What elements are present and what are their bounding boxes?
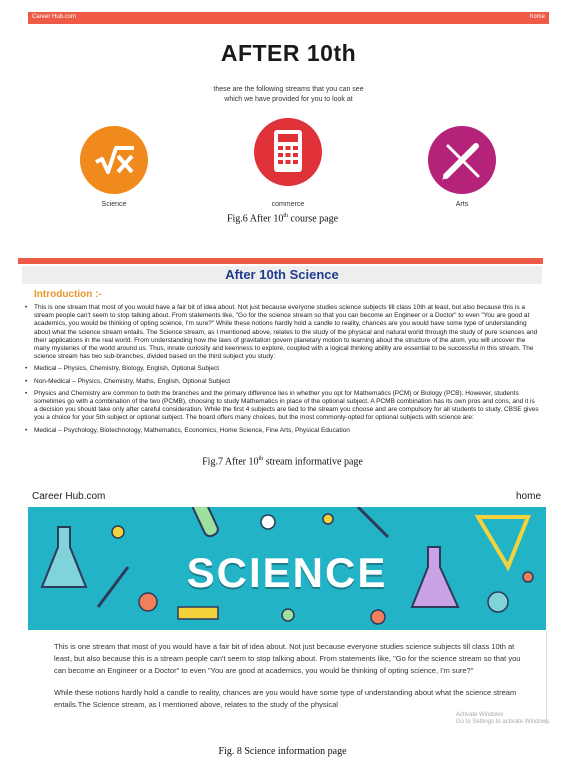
site-brand[interactable]: Career Hub.com — [32, 491, 106, 502]
description-paragraph-1: This is one stream that most of you would have a fair bit of idea about. Not just because everyone studies science subjects till class 10th at least, but also because this is a stream people can't seem to stop talking about. From statements like, "Go for the science stream so that you can become an Engineer or a Doctor" to even "You are good at academics, you would be thinking of opting science, I'm sure?" — [54, 642, 521, 675]
description-paragraph-2: While these notions hardly hold a candle to reality, chances are you would have some type of understanding about what the science stream entails.The Science stream, as I mentioned above, relates to the study of the physical — [54, 688, 517, 709]
arts-label[interactable]: Arts — [455, 201, 469, 208]
page-title: AFTER 10th — [220, 40, 357, 66]
subtitle-line-1: these are the following streams that you can see — [213, 86, 364, 93]
science-banner — [28, 507, 546, 630]
sqrt-x-icon — [80, 126, 148, 194]
science-label[interactable]: Science — [101, 201, 127, 208]
science-description — [54, 641, 524, 721]
list-item: • Physics and Chemistry are common to both the branches and the primary difference lies in whether you opt for Mathematics (PCM) or Biology (PCB). However, students sometimes go with a combination of the two (PCMB), choosing to study Mathematics in place of the optional subject. A PCMB combination has its own pros and cons, and it is a decision you should take only after careful consideration. While the first 4 subjects are tied to the stream you choose and are compulsory for all students to study, CBSE gives you a choice for your 5th subject or optional subject. The board offers many choices, but the most commonly-opted for optional subjects with science are: — [24, 390, 540, 423]
nav-home-link[interactable]: home — [529, 14, 545, 20]
activate-windows-watermark: Activate Windows Go to Settings to activate Windows. — [456, 712, 551, 725]
figure-8-caption: Fig. 8 Science information page — [218, 746, 347, 757]
page-subtitle — [28, 85, 549, 105]
nav-brand[interactable]: Career Hub.com — [32, 14, 77, 20]
list-item: • Medical – Physics, Chemistry, Biology, English, Optional Subject — [24, 365, 540, 373]
banner-title: SCIENCE — [186, 549, 388, 596]
list-item: • This is one stream that most of you would have a fair bit of idea about. Not just because everyone studies science subjects till class 10th at least, but also because this is a stream people can't seem to stop talking about. From statements like, "Go for the science stream so that you can become an Engineer or a Doctor" to even "You are good at academics, you would be thinking of opting science, I'm sure?" While these notions hardly hold a candle to reality, chances are you would have some type of understanding about what the science stream entails. The Science stream, as I mentioned above, relates to the study of the physical and natural world through the study of pure sciences and their applications in the real world. From understanding how the laws of gravitation govern planetary motion to learning about the structure of the atom, you will uncover the many mysteries of the world around us. Thus, innate curiosity and keenness to explore, coupled with a logical thinking ability are essential to be successful in this stream. The science stream has two sub-branches, divided based on the third subject you study: — [24, 304, 540, 361]
commerce-stream-button[interactable] — [254, 118, 322, 186]
stream-body-text — [24, 304, 540, 439]
top-navbar — [28, 12, 549, 24]
intro-heading: Introduction :- — [34, 289, 102, 300]
commerce-label[interactable]: commerce — [271, 201, 305, 208]
list-item: • Medical – Psychology, Biotechnology, Mathematics, Economics, Home Science, Fine Arts, Physical Education — [24, 427, 540, 435]
list-item: • Non-Medical – Physics, Chemistry, Maths, English, Optional Subject — [24, 378, 540, 386]
science-stream-button[interactable] — [80, 126, 148, 194]
arts-stream-button[interactable] — [428, 126, 496, 194]
pencil-cross-icon — [428, 126, 496, 194]
calculator-icon — [254, 118, 322, 186]
top-accent-bar — [18, 258, 543, 264]
stream-page-title: After 10th Science — [225, 267, 339, 282]
figure-7-caption: Fig.7 After 10th stream informative page — [202, 456, 363, 468]
figure-6-caption: Fig.6 After 10th course page — [226, 213, 339, 225]
subtitle-line-2: which we have provided for you to look at — [224, 96, 353, 103]
home-link[interactable]: home — [516, 491, 542, 502]
